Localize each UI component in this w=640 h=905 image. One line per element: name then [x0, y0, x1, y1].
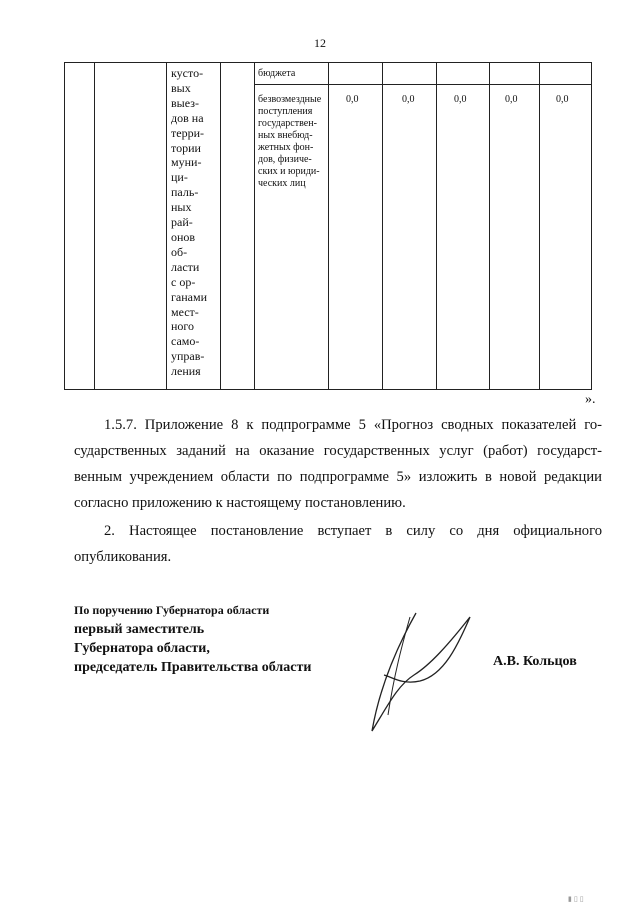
paragraph-2: 2. Настоящее постановление вступает в силу со дня официального опубликования. [74, 523, 602, 565]
table-col-line [382, 62, 383, 390]
value-cell: 0,0 [402, 94, 415, 105]
value-cell: 0,0 [505, 94, 518, 105]
page-number: 12 [314, 36, 326, 50]
value-cell: 0,0 [556, 94, 569, 105]
signer-name: А.В. Кольцов [493, 654, 577, 669]
table-col-line [220, 62, 221, 390]
paragraph-1-5-7: 1.5.7. Приложение 8 к подпрограмме 5 «Прогноз сводных показателей го-сударственных заданий на оказание государственных услуг (работ) государст-венным учреждением области по подпрограмме 5» изложить в новой редакции согласно приложению к настоящему постановлению. [74, 417, 602, 511]
table-col-line [64, 62, 65, 390]
closing-quote: ». [585, 392, 596, 407]
table-row-divider [254, 84, 592, 85]
funding-source-budget: бюджета [258, 68, 296, 79]
signature-block [74, 600, 311, 677]
signature-line: Губернатора области, [74, 641, 210, 656]
value-cell: 0,0 [454, 94, 467, 105]
footer-mark: ▮▯▯ [568, 895, 586, 903]
table-col-line [591, 62, 592, 390]
value-cell: 0,0 [346, 94, 359, 105]
signature-line: По поручению Губернатора области [74, 603, 270, 617]
funding-source-extrabudgetary: безвозмездные поступления государствен- ных внебюд- жетных фон- дов, физиче- ских и юриди- ческих лиц [258, 94, 322, 189]
table-col-line [94, 62, 95, 390]
table-col-line [489, 62, 490, 390]
signature-line: председатель Правительства области [74, 660, 312, 675]
handwritten-signature [358, 605, 508, 745]
signature-line: первый заместитель [74, 622, 205, 637]
table-col-line [254, 62, 255, 390]
table-col-line [166, 62, 167, 390]
table-col-line [328, 62, 329, 390]
activity-description: кусто- вых выез- дов на терри- тории муни- ци- паль- ных рай- онов об- ласти с ор- ганами мест- ного само- управ- ления [171, 66, 208, 379]
budget-table [64, 62, 592, 390]
table-col-line [539, 62, 540, 390]
table-col-line [436, 62, 437, 390]
